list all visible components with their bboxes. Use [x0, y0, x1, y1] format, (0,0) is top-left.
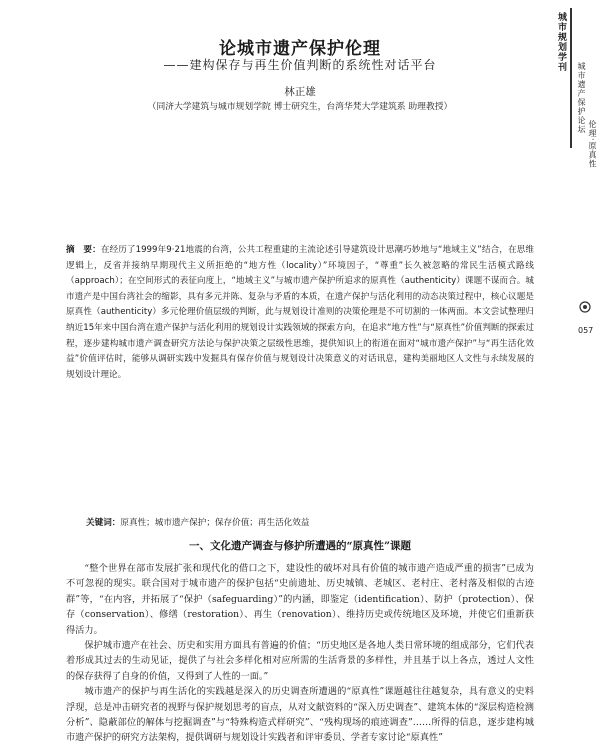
keywords-text: 原真性；城市遗产保护；保存价值；再生活化效益	[120, 518, 310, 528]
body-paragraph: “整个世界在部市发展扩张和现代化的借口之下，建设性的破坏对具有价值的城市遗产造成严重的损害”已成为不可忽视的现实。联合国对于城市遗产的保护包括“史前遗址、历史城镇、老城区、老村庄、老村落及相似的古迹群”等，“在内容，并拓展了“保护（safeguarding）”的内涵，即鉴定（identification）、防护（protection）、保存（conservation）、修缮（restoration）、再生（renovation）、维持历史或传统地区及环境，并使它们重新获得活力。	[66, 563, 534, 636]
keywords-label: 关键词：	[86, 518, 121, 528]
author-affiliation: （同济大学建筑与城市规划学院 博士研究生，台湾华梵大学建筑系 助理教授）	[147, 102, 453, 112]
page-number: 057	[578, 326, 594, 335]
sidebar-topic-label: 伦理·原真性	[588, 120, 597, 169]
abstract	[66, 243, 534, 383]
body-text	[66, 561, 534, 746]
article-subtitle: ——建构保存与再生价值判断的系统性对话平台	[163, 58, 437, 72]
abstract-text: 在经历了1999年9·21地震的台湾，公共工程重建的主流论述引导建筑设计思潮巧妙地与“地域主义”结合，在思维逻辑上，反省并接纳早期现代主义所拒绝的“地方性（locality）”环境因子，“尊重”长久被忽略的常民生活模式路线（approach）；在空间形式的表征向度上，“地域主义”与城市遗产保护所追求的原真性（authenticity）课题不谋而合。城市遗产是中国台湾社会的缩影，具有多元并陈、复杂与矛盾的本质，在遗产保护与活化利用的动态决策过程中，核心议题是原真性（authenticity）多元伦理价值层级的判断，此与规划设计准则的决策伦理是不可切割的一体两面。本文尝试整理归纳近15年来中国台湾在遗产保护与活化利用的规划设计实践领域的探索方向，在追求“地方性”与“原真性”价值判断的探索过程，逐步建构城市遗产调查研究方法论与保护决策之层级性思维，提供知识上的衔道在面对“城市遗产保护”与“再生活化效益”价值评估时，能够从调研实践中发掘具有保存价值与规划设计决策意义的对话讯息，建构美丽地区人文性与永续发展的规划设计理论。	[66, 245, 534, 380]
sidebar-journal-name: 城市规划学刊	[556, 12, 566, 72]
sidebar-column-label: 城市遗产保护论坛	[577, 62, 586, 134]
abstract-label: 摘 要：	[66, 245, 101, 255]
article-author: 林正雄	[284, 86, 316, 98]
page-marker-icon	[578, 300, 592, 314]
article-title: 论城市遗产保护伦理	[219, 39, 381, 59]
sidebar-rule	[570, 8, 572, 148]
body-paragraph: 城市遗产的保护与再生活化的实践越是深入的历史调查所遭遇的“原真性”课题越往往越复杂，具有意义的史料浮现，总是冲击研究者的视野与保护规划思考的盲点，从对文献资料的“深入历史调查”、建筑本体的“深层构造检测分析”、隐蔽部位的解体与挖掘调查”与“特殊构造式样研究”、“残构现场的痕迹调查”……所得的信息，逐步建构城市遗产保护的研究方法架构，提供调研与规划设计实践者和评审委员、学者专家讨论“原真性”	[66, 686, 534, 744]
keywords	[86, 516, 534, 528]
body-paragraph: 保护城市遗产在社会、历史和实用方面具有普遍的价值；“历史地区是各地人类日常环境的组成部分，它们代表着形成其过去的生动见证，提供了与社会多样化相对应所需的生活背景的多样性，并且基于以上各点，透过人文性的保存获得了自身的价值，又得到了人性的一面。”	[66, 640, 534, 682]
section-heading: 一、文化遗产调查与修护所遭遇的“原真性”课题	[188, 540, 412, 552]
